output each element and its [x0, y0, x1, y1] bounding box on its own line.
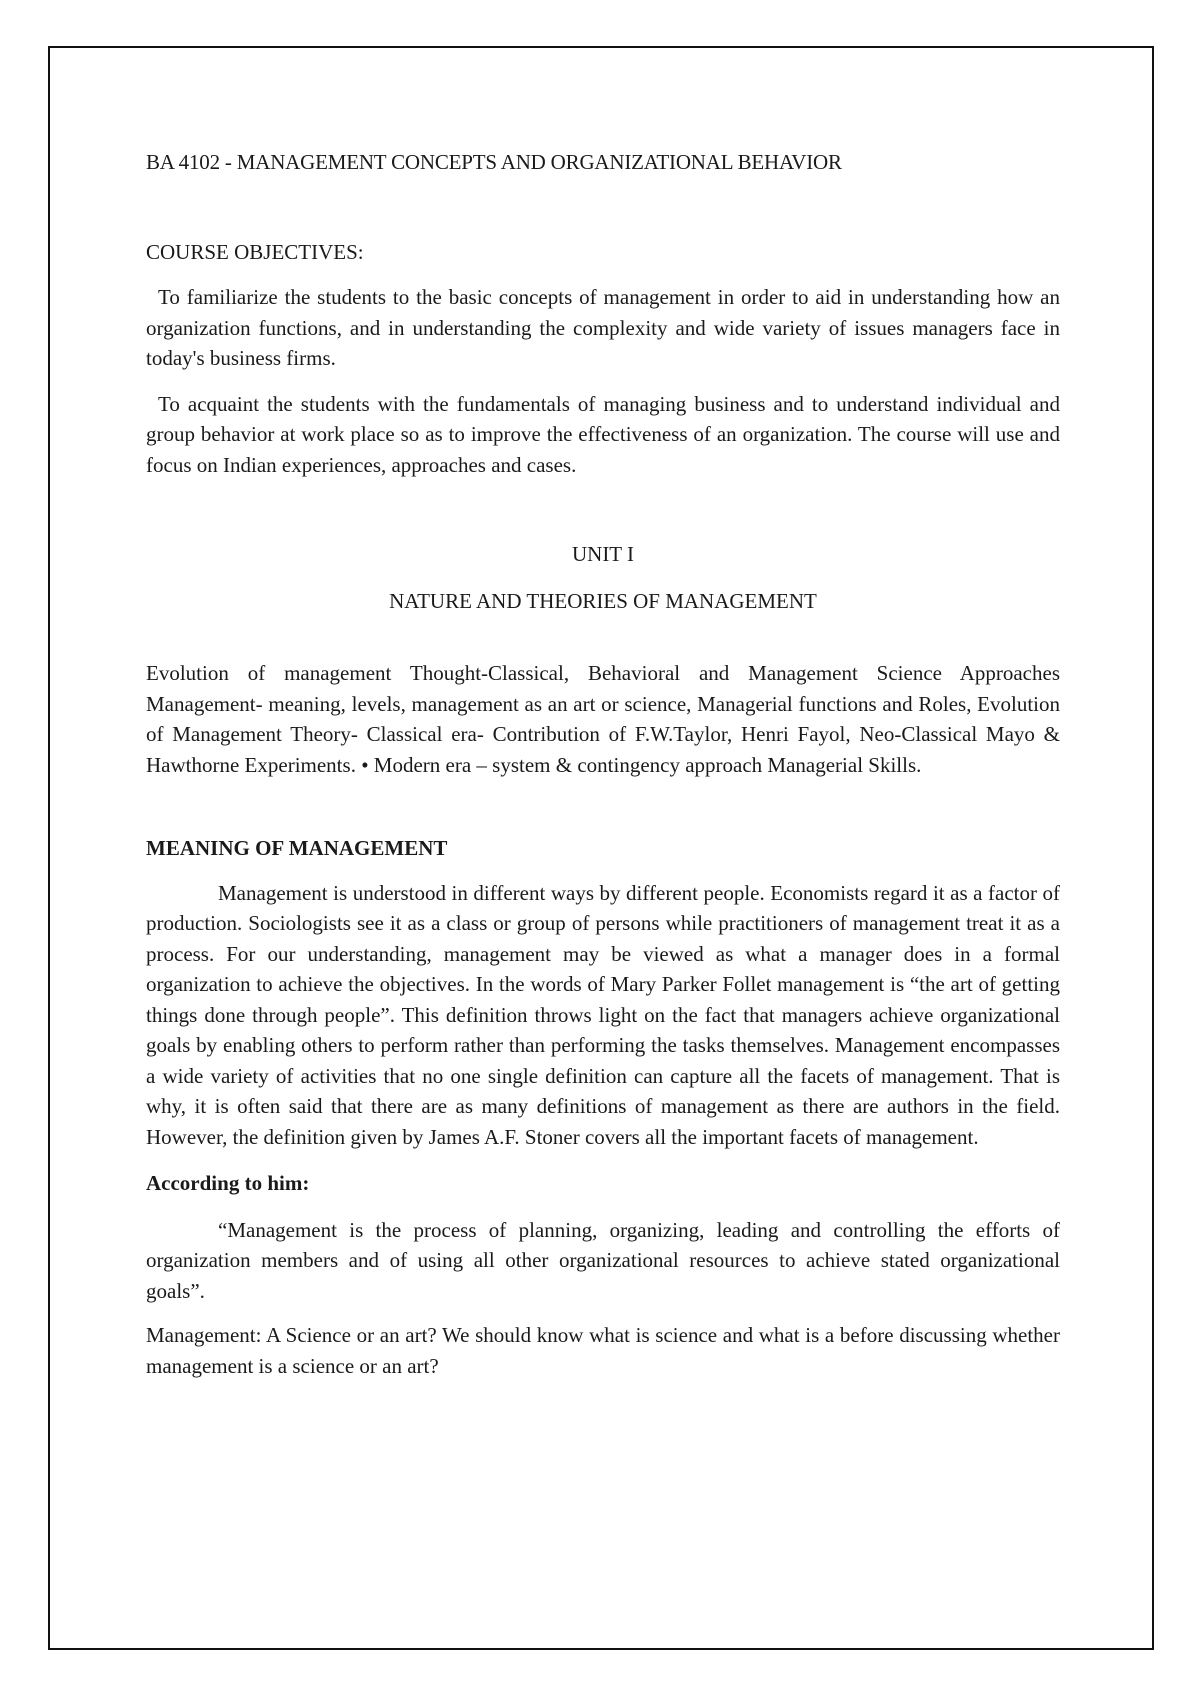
closing-paragraph: Management: A Science or an art? We should know what is science and what is a before discussing whether management is a science or an art?	[146, 1323, 1060, 1378]
objectives-heading: COURSE OBJECTIVES:	[146, 239, 364, 264]
meaning-paragraph: Management is understood in different ways by different people. Economists regard it as a factor of production. Sociologists see it as a class or group of persons while practitioners of management treat it as a process. For our understanding, management may be viewed as what a manager does in a formal organization to achieve the objectives. In the words of Mary Parker Follet management is “the art of getting things done through people”. This definition throws light on the fact that managers achieve organizational goals by enabling others to perform rather than performing the tasks themselves. Management encompasses a wide variety of activities that no one single definition can capture all the facets of management. That is why, it is often said that there are as many definitions of management as there are authors in the field. However, the definition given by James A.F. Stoner covers all the important facets of management.	[146, 880, 1060, 1149]
according-heading: According to him:	[146, 1171, 310, 1195]
course-title: BA 4102 - MANAGEMENT CONCEPTS AND ORGANIZATIONAL BEHAVIOR	[146, 150, 842, 174]
meaning-heading: MEANING OF MANAGEMENT	[146, 836, 448, 860]
document-body	[146, 147, 1060, 1381]
stoner-quote: “Management is the process of planning, organizing, leading and controlling the efforts of organization members and of using all other organizational resources to achieve stated organizational goals”.	[146, 1217, 1060, 1303]
objective-paragraph: To familiarize the students to the basic concepts of management in order to aid in understanding how an organization functions, and in understanding the complexity and wide variety of issues managers face in today's business firms.	[146, 285, 1060, 370]
objective-paragraph: To acquaint the students with the fundamentals of managing business and to understand individual and group behavior at work place so as to improve the effectiveness of an organization. The course will use and focus on Indian experiences, approaches and cases.	[146, 391, 1060, 477]
unit-label: UNIT I	[571, 542, 634, 566]
syllabus-paragraph: Evolution of management Thought-Classical, Behavioral and Management Science Approaches Management- meaning, levels, management as an art or science, Managerial functions and Roles, Evolution of Management Theory- Classical era- Contribution of F.W.Taylor, Henri Fayol, Neo-Classical Mayo & Hawthorne Experiments. • Modern era – system & contingency approach Managerial Skills.	[146, 661, 1060, 777]
unit-title: NATURE AND THEORIES OF MANAGEMENT	[389, 588, 817, 613]
